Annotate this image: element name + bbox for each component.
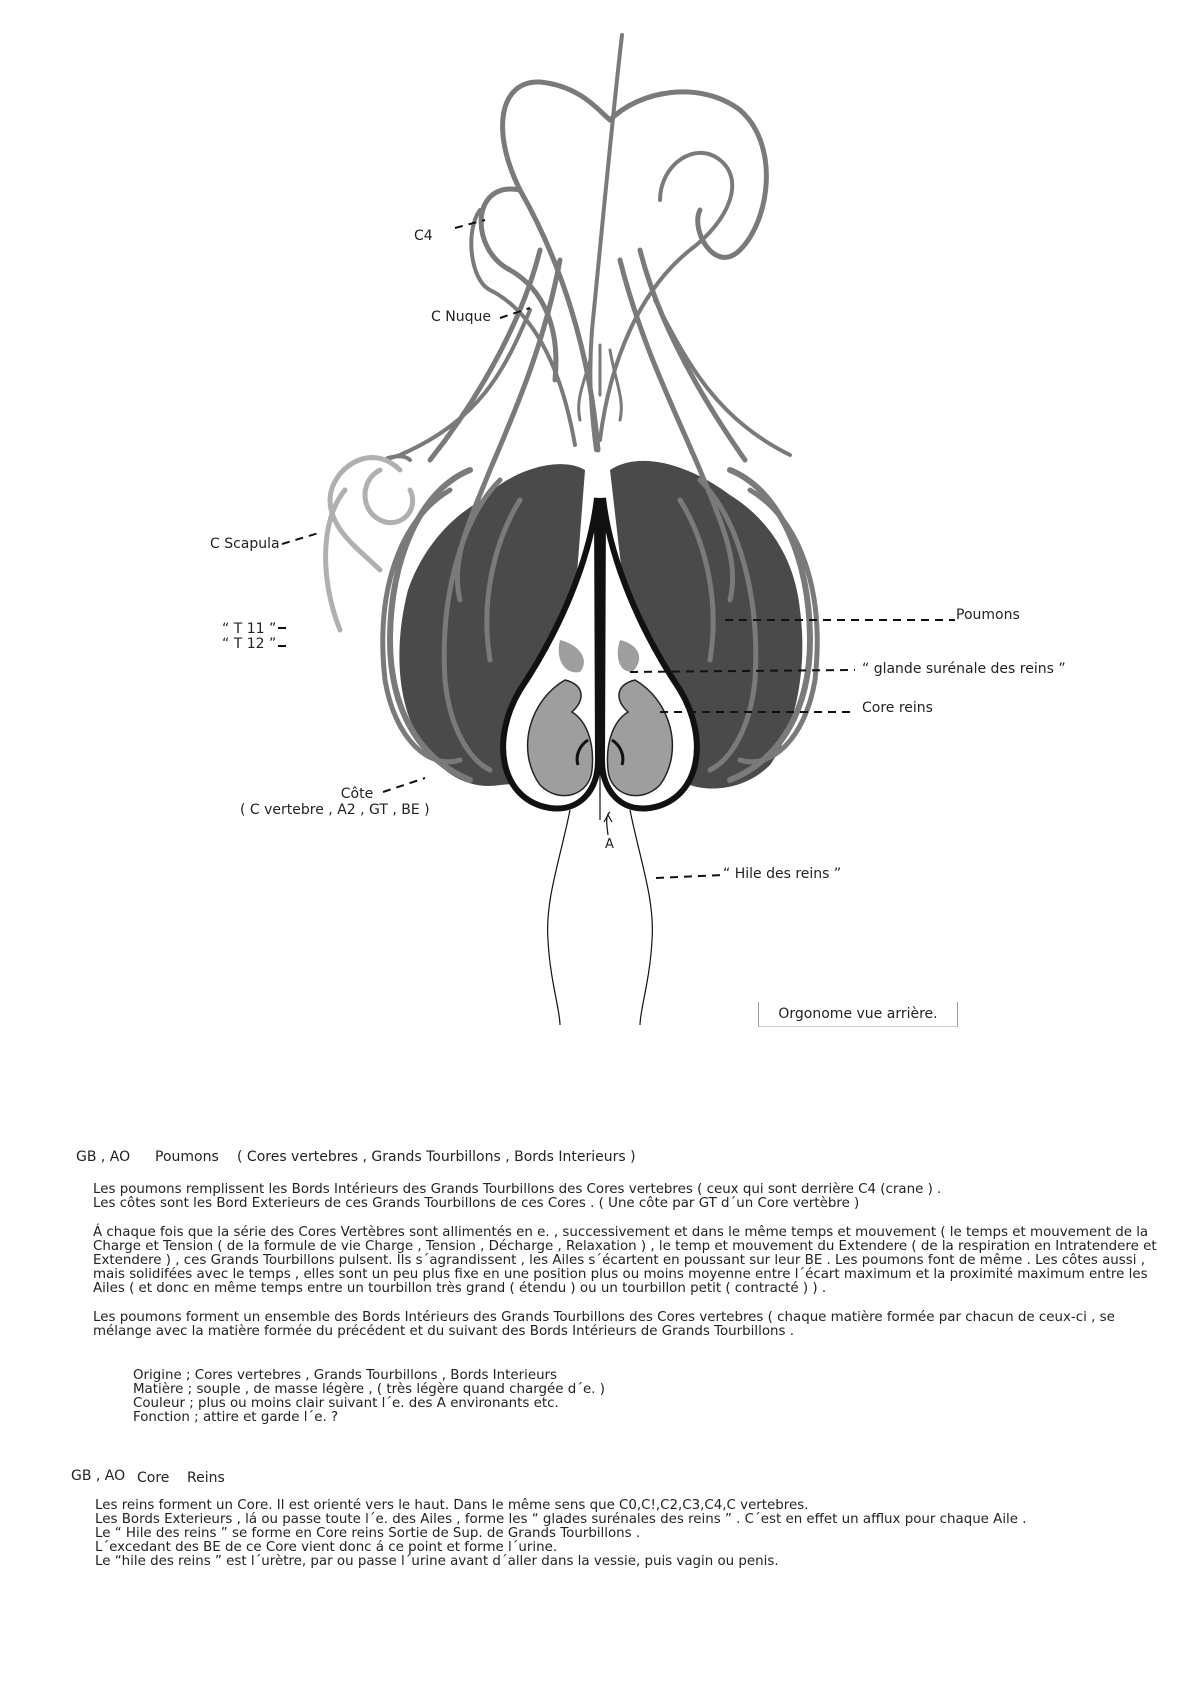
- property-fonction: Fonction ; attire et garde l´e. ?: [133, 1410, 339, 1425]
- section2-paragraph: [95, 1499, 1027, 1569]
- label-cote-detail: ( C vertebre , A2 , GT , BE ): [240, 802, 430, 818]
- section2-line: Le “hile des reins ” est l´urètre, par ou passe l´urine avant d´aller dans la vessie, puis vagin ou penis.: [95, 1554, 779, 1569]
- section1-p2-line: Á chaque fois que la série des Cores Vertèbres sont allimentés en e. , successivement et dans le même temps et mouvement ( le temps et mouvement de la: [93, 1225, 1149, 1240]
- section1-tag: GB , AO: [76, 1149, 131, 1165]
- section2-line: Les reins forment un Core. Il est orienté vers le haut. Dans le même sens que C0,C!,C2,C3,C4,C vertebres.: [95, 1498, 809, 1513]
- label-c4: C4: [414, 228, 433, 244]
- scapula-whirl: [326, 458, 413, 630]
- ureter: [548, 810, 653, 1025]
- section2-tag: GB , AO: [71, 1468, 126, 1484]
- section1-p2-line: mais solidifées avec le temps , elles sont un peu plus fixe en une position plus ou moins moyenne entre l´écart maximum et la proximité maximum entre les: [93, 1267, 1148, 1282]
- section1-subtitle: ( Cores vertebres , Grands Tourbillons , Bords Interieurs ): [237, 1149, 636, 1165]
- section2-line: L´excedant des BE de ce Core vient donc á ce point et forme l´urine.: [95, 1540, 558, 1555]
- label-t12: “ T 12 ”: [222, 636, 277, 652]
- label-c-scapula: C Scapula: [210, 536, 280, 552]
- section1-p3-line: mélange avec la matière formée du précédent et du suivant des Bords Intérieurs de Grands Tourbillons .: [93, 1324, 794, 1339]
- section2-line: Le “ Hile des reins ” se forme en Core reins Sortie de Sup. de Grands Tourbillons .: [95, 1526, 641, 1541]
- section1-p2-line: Charge et Tension ( de la formule de vie Charge , Tension , Décharge , Relaxation ) , le temp et mouvement du Extendere ( de la respiration en Intratendere et: [93, 1239, 1157, 1254]
- property-couleur: Couleur ; plus ou moins clair suivant l´e. des A environants etc.: [133, 1396, 559, 1411]
- figure-caption: [758, 1002, 958, 1027]
- label-poumons: Poumons: [956, 607, 1020, 623]
- label-c-nuque: C Nuque: [431, 309, 491, 325]
- section1-p3-line: Les poumons forment un ensemble des Bords Intérieurs des Grands Tourbillons des Cores vertebres ( chaque matière formée par chacun de ceux-ci , se: [93, 1310, 1115, 1325]
- section2-subtitle: Reins: [187, 1470, 225, 1486]
- section2-title: Core: [137, 1470, 170, 1486]
- label-glande: “ glande surénale des reins ”: [862, 661, 1066, 677]
- label-core-reins: Core reins: [862, 700, 933, 716]
- label-cote: Côte: [340, 786, 374, 802]
- section1-p2-line: Extendere ) , ces Grands Tourbillons pulsent. Ils s´agrandissent , les Ailes s´écartent en poussant sur leur BE . Les poumons font de même . Les côtes aussi ,: [93, 1253, 1145, 1268]
- label-hile: “ Hile des reins ”: [723, 866, 842, 882]
- section1-p1-line: Les poumons remplissent les Bords Intérieurs des Grands Tourbillons des Cores vertebres ( ceux qui sont derrière C4 (crane ) .: [93, 1182, 942, 1197]
- section1-p2-line: Ailes ( et donc en même temps entre un tourbillon très grand ( étendu ) ou un tourbillon petit ( contracté ) ) .: [93, 1281, 827, 1296]
- section1-title: Poumons: [155, 1149, 219, 1165]
- label-t11: “ T 11 ”: [222, 621, 277, 637]
- label-a: A: [605, 837, 614, 852]
- property-origine: Origine ; Cores vertebres , Grands Tourbillons , Bords Interieurs: [133, 1368, 558, 1383]
- section1-paragraph-2: [93, 1226, 1157, 1296]
- figure-caption-text: Orgonome vue arrière.: [778, 1006, 938, 1022]
- section1-paragraph-1: [93, 1183, 941, 1211]
- section1-properties: [133, 1369, 605, 1425]
- section2-line: Les Bords Exterieurs , lá ou passe toute l´e. des Ailes , forme les “ glades surénales des reins ” . C´est en effet un afflux pour chaque Aile .: [95, 1512, 1027, 1527]
- property-matiere: Matière ; souple , de masse légère , ( très légère quand chargée d´e. ): [133, 1382, 605, 1397]
- section1-p1-line: Les côtes sont les Bord Exterieurs de ces Grands Tourbillons de ces Cores . ( Une côte par GT d´un Core vertèbre ): [93, 1196, 860, 1211]
- section1-paragraph-3: [93, 1311, 1115, 1339]
